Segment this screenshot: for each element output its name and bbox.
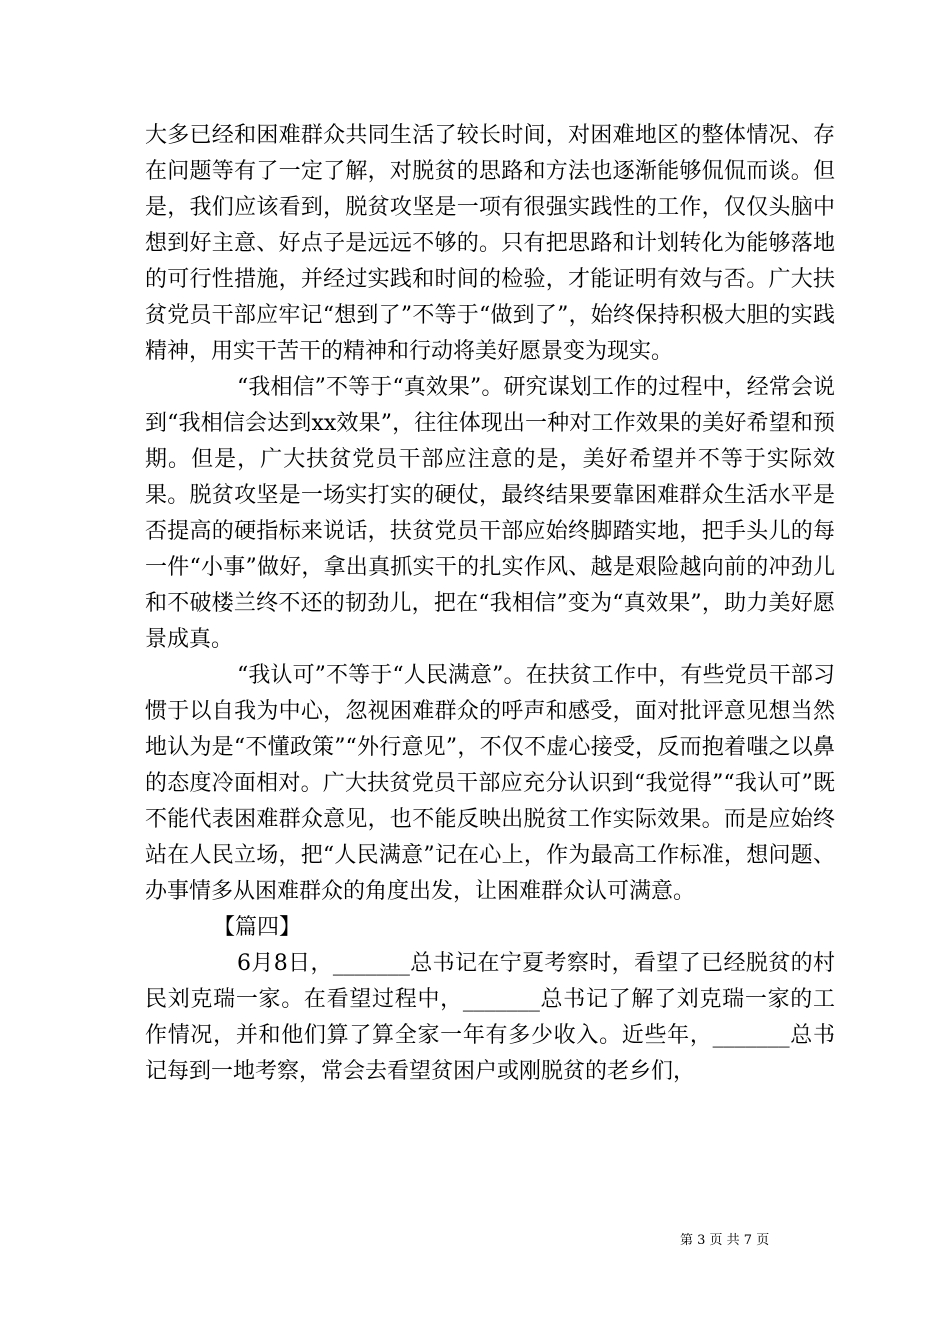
paragraph-3: “我认可”不等于“人民满意”。在扶贫工作中，有些党员干部习惯于以自我为中心，忽视困难群众的呼声和感受，面对批评意见想当然地认为是“不懂政策”“外行意见”，不仅不虚心接受，反而抱着嗤之以鼻的态度冷面相对。广大扶贫党员干部应充分认识到“我觉得”“我认可”既不能代表困难群众意见，也不能反映出脱贫工作实际效果。而是应始终站在人民立场，把“人民满意”记在心上，作为最高工作标准，想问题、办事情多从困难群众的角度出发，让困难群众认可满意。 <box>145 663 835 904</box>
paragraph-4: 6月8日，_______总书记在宁夏考察时，看望了已经脱贫的村民刘克瑞一家。在看望过程中，_______总书记了解了刘克瑞一家的工作情况，并和他们算了算全家一年有多少收入。近些年，_______总书记每到一地考察，常会去看望贫困户或刚脱贫的老乡们， <box>145 951 835 1084</box>
page-number: 第 3 页 共 7 页 <box>680 1233 770 1248</box>
paragraph-1: 大多已经和困难群众共同生活了较长时间，对困难地区的整体情况、存在问题等有了一定了解，对脱贫的思路和方法也逐渐能够侃侃而谈。但是，我们应该看到，脱贫攻坚是一项有很强实践性的工作，仅仅头脑中想到好主意、好点子是远远不够的。只有把思路和计划转化为能够落地的可行性措施，并经过实践和时间的检验，才能证明有效与否。广大扶贫党员干部应牢记“想到了”不等于“做到了”，始终保持积极大胆的实践精神，用实干苦干的精神和行动将美好愿景变为现实。 <box>145 123 835 364</box>
section-heading: 【篇四】 <box>213 915 302 940</box>
paragraph-2: “我相信”不等于“真效果”。研究谋划工作的过程中，经常会说到“我相信会达到xx效果”，往往体现出一种对工作效果的美好希望和预期。但是，广大扶贫党员干部应注意的是，美好希望并不等于实际效果。脱贫攻坚是一场实打实的硬仗，最终结果要靠困难群众生活水平是否提高的硬指标来说话，扶贫党员干部应始终脚踏实地，把手头儿的每一件“小事”做好，拿出真抓实干的扎实作风、越是艰险越向前的冲劲儿和不破楼兰终不还的韧劲儿，把在“我相信”变为“真效果”，助力美好愿景成真。 <box>145 375 835 652</box>
document-body <box>145 118 835 1090</box>
